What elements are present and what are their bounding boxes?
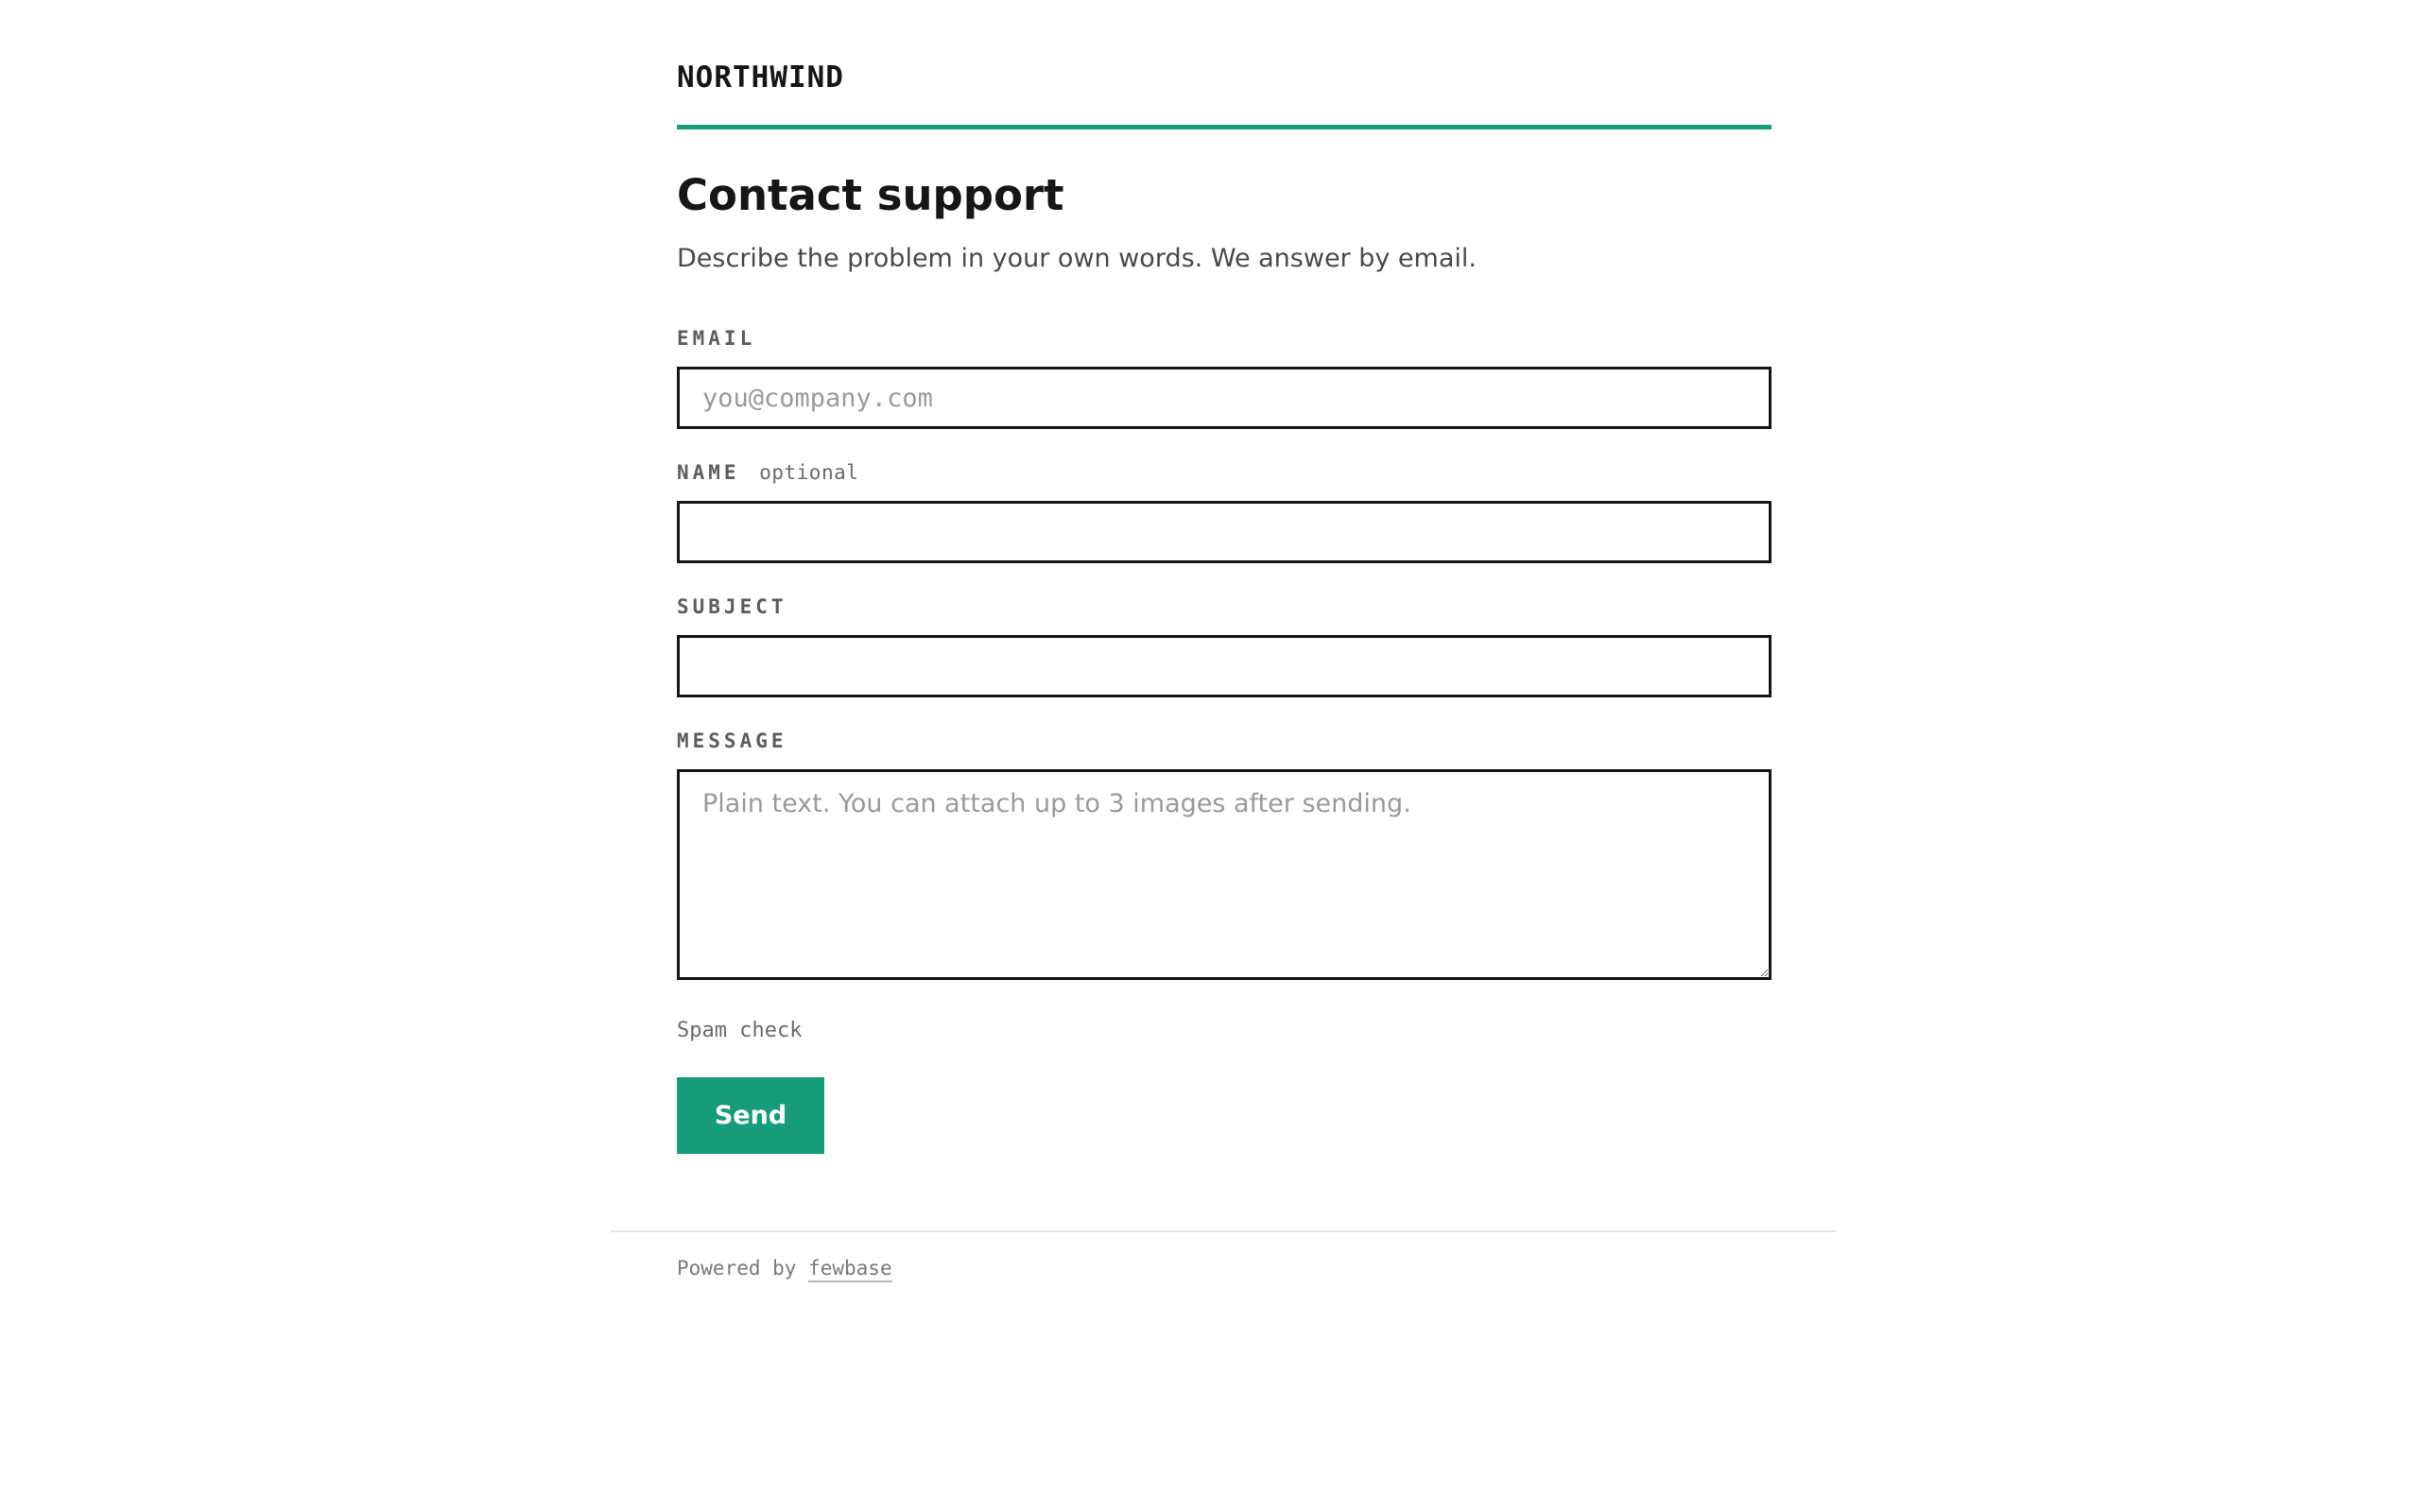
email-label-text: EMAIL	[677, 327, 756, 350]
subject-label	[677, 595, 787, 618]
subject-label-text: SUBJECT	[677, 595, 787, 618]
subject-field[interactable]	[677, 635, 1772, 697]
message-textarea[interactable]	[677, 769, 1772, 980]
name-label-text: NAME	[677, 461, 740, 484]
name-optional-hint: optional	[759, 461, 859, 484]
message-label	[677, 730, 787, 752]
message-label-text: MESSAGE	[677, 730, 787, 752]
name-label	[677, 461, 858, 484]
email-label	[677, 327, 755, 350]
send-button[interactable]: Send	[677, 1077, 824, 1154]
powered-by-text: Powered by	[677, 1257, 797, 1280]
header-divider	[677, 125, 1772, 129]
brand-logo[interactable]: NORTHWIND	[677, 60, 844, 94]
email-field[interactable]	[677, 367, 1772, 429]
page-subtitle: Describe the problem in your own words. We answer by email.	[677, 244, 1477, 273]
fewbase-link[interactable]: fewbase	[808, 1257, 892, 1282]
site-footer	[677, 1257, 892, 1280]
spam-check-label: Spam check	[677, 1019, 803, 1042]
page-title: Contact support	[677, 170, 1064, 220]
footer-divider	[611, 1230, 1836, 1232]
name-field[interactable]	[677, 501, 1772, 563]
